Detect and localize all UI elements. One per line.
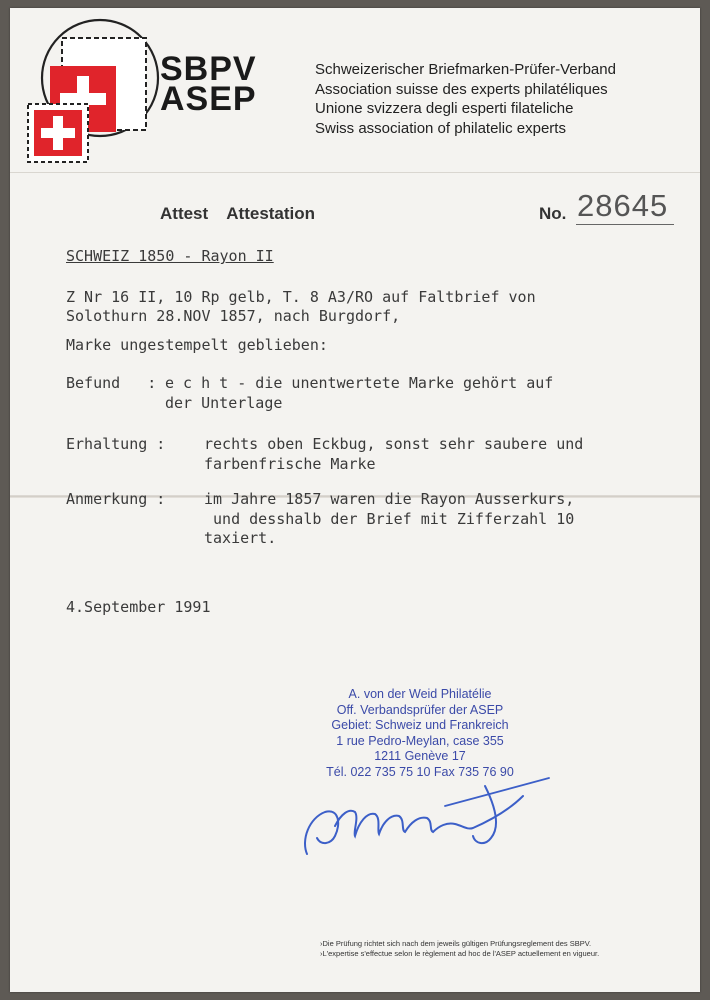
- association-abbreviation: [160, 50, 257, 118]
- association-names: [315, 60, 616, 138]
- fold-line: [10, 172, 700, 173]
- footer-regulations: [320, 939, 599, 959]
- stamp-line: Off. Verbandsprüfer der ASEP: [336, 702, 504, 717]
- number-label: No.: [539, 204, 567, 223]
- stamp-line: A. von der Weid Philatélie: [348, 687, 492, 701]
- certificate-number: 28645: [577, 188, 669, 223]
- association-name-en: Swiss association of philatelic experts: [315, 119, 566, 137]
- certificate-subject: SCHWEIZ 1850 - Rayon II: [66, 247, 274, 265]
- anmerkung-label: Anmerkung :: [66, 490, 166, 508]
- abbr-sbpv: SBPV: [160, 50, 257, 88]
- anmerkung-text: taxiert.: [204, 529, 277, 547]
- title-attest: Attest: [160, 204, 209, 223]
- stamp-line: 1 rue Pedro-Meylan, case 355: [336, 733, 504, 748]
- stamp-line: Gebiet: Schweiz und Frankreich: [331, 718, 509, 732]
- stamp-line: 1211 Genève 17: [374, 749, 466, 763]
- certificate-sheet: [10, 8, 700, 992]
- erhaltung-text: rechts oben Eckbug, sonst sehr saubere und: [204, 435, 584, 453]
- association-name-it: Unione svizzera degli esperti filateliche: [315, 100, 574, 117]
- association-name-de: Schweizerischer Briefmarken-Prüfer-Verband: [315, 61, 616, 78]
- abbr-asep: ASEP: [160, 80, 257, 118]
- title-attestation: Attestation: [226, 204, 316, 223]
- erhaltung-text: farbenfrische Marke: [204, 455, 376, 473]
- anmerkung-text: und desshalb der Brief mit Zifferzahl 10: [204, 510, 575, 528]
- swiss-cross-stamp-icon: [20, 16, 170, 166]
- certificate-date: 4.September 1991: [66, 598, 211, 616]
- handwritten-signature-icon: [295, 766, 555, 866]
- description-line: Marke ungestempelt geblieben:: [66, 336, 328, 354]
- description-line: Solothurn 28.NOV 1857, nach Burgdorf,: [66, 307, 401, 325]
- befund-label: Befund :: [66, 374, 157, 392]
- befund-text: e c h t - die unentwertete Marke gehört auf: [165, 374, 554, 392]
- footer-line-fr: ›L'expertise s'effectue selon le règlement ad hoc de l'ASEP actuellement en vigueur.: [320, 949, 600, 958]
- certificate-title: [160, 204, 329, 224]
- stamp-line: Tél. 022 735 75 10 Fax 735 76 90: [326, 764, 514, 779]
- befund-text: der Unterlage: [165, 394, 283, 412]
- number-underline: [576, 224, 674, 225]
- description-line: Z Nr 16 II, 10 Rp gelb, T. 8 A3/RO auf Faltbrief von: [66, 288, 536, 306]
- erhaltung-label: Erhaltung :: [66, 435, 166, 453]
- association-name-fr: Association suisse des experts philatéliques: [315, 80, 608, 98]
- anmerkung-text: im Jahre 1857 waren die Rayon Ausserkurs,: [204, 490, 575, 508]
- footer-line-de: ›Die Prüfung richtet sich nach dem jeweils gültigen Prüfungsreglement des SBPV.: [320, 939, 592, 948]
